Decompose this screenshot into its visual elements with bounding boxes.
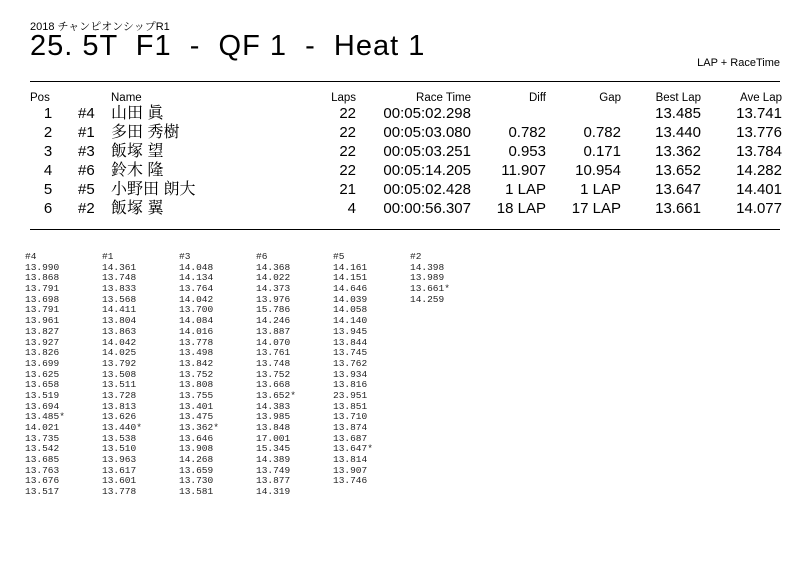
lap-time: 13.748 [256, 357, 291, 369]
cell-pos: 6 [43, 200, 53, 217]
lap-time: 13.581 [179, 486, 214, 498]
lap-time: 13.568 [102, 293, 137, 305]
lap-column [25, 252, 102, 498]
col-race-time: Race Time [416, 92, 471, 104]
lap-time: 14.361 [102, 261, 137, 273]
lap-time: 13.659 [179, 464, 214, 476]
heat-title: 25. 5T F1 - QF 1 - Heat 1 [30, 30, 426, 62]
lap-time: 13.990 [25, 261, 60, 273]
cell-pos: 3 [43, 143, 53, 160]
cell-ave-lap: 14.401 [736, 181, 782, 198]
lap-time: 13.626 [102, 411, 137, 423]
lap-time: 13.508 [102, 368, 137, 380]
cell-ave-lap: 13.741 [736, 105, 782, 122]
lap-time: 13.652* [256, 389, 296, 401]
lap-time: 14.070 [256, 336, 291, 348]
cell-driver-name: 多田 秀樹 [111, 124, 180, 141]
lap-time: 23.951 [333, 389, 368, 401]
lap-time: 14.259 [410, 293, 445, 305]
lap-time: 13.748 [102, 272, 137, 284]
col-best-lap: Best Lap [655, 92, 701, 104]
lap-time: 13.647* [333, 443, 373, 455]
lap-time: 13.646 [179, 432, 214, 444]
lap-time: 14.411 [102, 304, 137, 316]
lap-time: 13.519 [25, 389, 60, 401]
cell-ave-lap: 14.077 [736, 200, 782, 217]
cell-laps: 22 [339, 143, 356, 160]
lap-time: 13.745 [333, 347, 368, 359]
cell-laps: 22 [339, 105, 356, 122]
lap-time: 13.963 [102, 454, 137, 466]
cell-laps: 4 [347, 200, 356, 217]
lap-time: 14.058 [333, 304, 368, 316]
cell-driver-name: 山田 眞 [111, 105, 164, 122]
lap-time: 13.851 [333, 400, 368, 412]
lap-time: 13.816 [333, 379, 368, 391]
display-mode-label: LAP + RaceTime [697, 57, 780, 69]
result-row [30, 104, 782, 123]
cell-diff: 0.953 [508, 143, 546, 160]
cell-pos: 4 [43, 162, 53, 179]
cell-gap: 0.171 [583, 143, 621, 160]
lap-time: 14.140 [333, 315, 368, 327]
lap-time: 13.985 [256, 411, 291, 423]
lap-time: 13.511 [102, 379, 137, 391]
lap-time: 13.752 [256, 368, 291, 380]
cell-best-lap: 13.647 [655, 181, 701, 198]
col-laps: Laps [331, 92, 356, 104]
lap-time: 13.542 [25, 443, 60, 455]
lap-time: 13.755 [179, 389, 214, 401]
result-row [30, 199, 782, 218]
cell-car-number: #5 [78, 181, 95, 198]
lap-time: 14.042 [179, 293, 214, 305]
lap-time: 14.383 [256, 400, 291, 412]
result-row [30, 142, 782, 161]
lap-time: 13.791 [25, 304, 60, 316]
cell-laps: 22 [339, 162, 356, 179]
lap-time: 13.804 [102, 315, 137, 327]
lap-time: 14.246 [256, 315, 291, 327]
lap-time: 14.021 [25, 422, 60, 433]
cell-laps: 22 [339, 124, 356, 141]
col-name: Name [111, 92, 142, 104]
lap-time: 13.728 [102, 389, 137, 401]
lap-time: 14.025 [102, 347, 137, 359]
lap-time: 13.475 [179, 411, 214, 423]
lap-column-header: #4 [25, 251, 37, 262]
lap-time: 13.510 [102, 443, 137, 455]
cell-driver-name: 鈴木 隆 [111, 162, 164, 179]
cell-driver-name: 小野田 朗大 [111, 181, 196, 198]
lap-time: 14.398 [410, 261, 445, 273]
lap-time: 14.268 [179, 454, 214, 466]
cell-ave-lap: 13.784 [736, 143, 782, 160]
lap-time: 13.746 [333, 475, 368, 487]
lap-time: 13.617 [102, 464, 137, 476]
lap-times-grid [25, 252, 487, 498]
lap-time: 13.908 [179, 443, 214, 455]
lap-time: 13.517 [25, 486, 60, 498]
col-pos: Pos [30, 92, 50, 104]
lap-column [256, 252, 333, 498]
cell-car-number: #4 [78, 105, 95, 122]
results-header-row [30, 88, 782, 104]
lap-time: 13.848 [256, 422, 291, 433]
lap-time: 14.048 [179, 261, 214, 273]
lap-time: 13.735 [25, 432, 60, 444]
lap-time: 13.927 [25, 336, 60, 348]
lap-time: 13.762 [333, 357, 368, 369]
cell-race-time: 00:00:56.307 [383, 200, 471, 217]
lap-time: 13.874 [333, 422, 368, 433]
lap-column [333, 252, 410, 498]
cell-gap: 1 LAP [580, 181, 621, 198]
lap-time: 13.485* [25, 411, 65, 423]
cell-best-lap: 13.485 [655, 105, 701, 122]
lap-time: 13.676 [25, 475, 60, 487]
lap-time: 13.685 [25, 454, 60, 466]
lap-time: 14.042 [102, 336, 137, 348]
event-subtitle: 2018 チャンピオンシップR1 [30, 21, 170, 33]
lap-time: 13.791 [25, 283, 60, 295]
lap-time: 13.362* [179, 422, 219, 433]
lap-time: 13.625 [25, 368, 60, 380]
lap-time: 13.778 [102, 486, 137, 498]
lap-time: 14.161 [333, 261, 368, 273]
lap-time: 13.826 [25, 347, 60, 359]
cell-pos: 1 [43, 105, 53, 122]
lap-time: 13.658 [25, 379, 60, 391]
cell-ave-lap: 14.282 [736, 162, 782, 179]
result-row [30, 123, 782, 142]
cell-race-time: 00:05:02.298 [383, 105, 471, 122]
lap-column-header: #2 [410, 251, 422, 262]
cell-car-number: #1 [78, 124, 95, 141]
lap-time: 13.710 [333, 411, 368, 423]
cell-diff: 0.782 [508, 124, 546, 141]
lap-time: 13.813 [102, 400, 137, 412]
lap-time: 13.833 [102, 283, 137, 295]
lap-time: 13.694 [25, 400, 60, 412]
lap-time: 13.907 [333, 464, 368, 476]
cell-gap: 17 LAP [571, 200, 621, 217]
cell-best-lap: 13.661 [655, 200, 701, 217]
lap-time: 13.700 [179, 304, 214, 316]
cell-diff: 11.907 [501, 162, 546, 179]
lap-time: 14.084 [179, 315, 214, 327]
lap-time: 13.699 [25, 357, 60, 369]
cell-race-time: 00:05:14.205 [383, 162, 471, 179]
lap-column-header: #1 [102, 251, 114, 262]
lap-time: 14.022 [256, 272, 291, 284]
results-table [30, 88, 782, 218]
lap-time: 17.001 [256, 432, 291, 444]
lap-time: 13.934 [333, 368, 368, 380]
header-rule [30, 81, 780, 82]
lap-time: 13.877 [256, 475, 291, 487]
lap-time: 13.763 [25, 464, 60, 476]
lap-time: 13.842 [179, 357, 214, 369]
lap-time: 13.844 [333, 336, 368, 348]
lap-time: 13.752 [179, 368, 214, 380]
lap-time: 15.345 [256, 443, 291, 455]
lap-time: 14.389 [256, 454, 291, 466]
lap-time: 13.730 [179, 475, 214, 487]
cell-gap: 10.954 [575, 162, 621, 179]
col-diff: Diff [528, 92, 546, 104]
lap-time: 13.749 [256, 464, 291, 476]
lap-time: 13.538 [102, 432, 137, 444]
lap-time: 14.319 [256, 486, 291, 498]
lap-time: 13.814 [333, 454, 368, 466]
lap-time: 14.646 [333, 283, 368, 295]
cell-driver-name: 飯塚 望 [111, 143, 164, 160]
lap-time: 15.786 [256, 304, 291, 316]
lap-column [102, 252, 179, 498]
cell-ave-lap: 13.776 [736, 124, 782, 141]
cell-laps: 21 [339, 181, 356, 198]
lap-time: 13.401 [179, 400, 214, 412]
cell-diff [471, 104, 546, 123]
lap-time: 14.016 [179, 325, 214, 337]
cell-driver-name: 飯塚 翼 [111, 200, 164, 217]
lap-time: 13.498 [179, 347, 214, 359]
cell-best-lap: 13.652 [655, 162, 701, 179]
cell-pos: 2 [43, 124, 53, 141]
results-rule [30, 229, 780, 230]
cell-diff: 1 LAP [505, 181, 546, 198]
lap-time: 14.151 [333, 272, 368, 284]
lap-time: 13.778 [179, 336, 214, 348]
col-gap: Gap [599, 92, 621, 104]
result-row [30, 161, 782, 180]
cell-race-time: 00:05:03.080 [383, 124, 471, 141]
lap-time: 13.868 [25, 272, 60, 284]
lap-column [410, 252, 487, 498]
col-ave-lap: Ave Lap [740, 92, 782, 104]
cell-gap: 0.782 [583, 124, 621, 141]
lap-time: 14.039 [333, 293, 368, 305]
result-row [30, 180, 782, 199]
lap-time: 13.761 [256, 347, 291, 359]
lap-time: 13.698 [25, 293, 60, 305]
lap-time: 13.961 [25, 315, 60, 327]
lap-time: 14.134 [179, 272, 214, 284]
cell-race-time: 00:05:03.251 [383, 143, 471, 160]
lap-column [179, 252, 256, 498]
lap-column-header: #3 [179, 251, 191, 262]
cell-gap [546, 104, 621, 123]
cell-car-number: #3 [78, 143, 95, 160]
lap-time: 13.863 [102, 325, 137, 337]
lap-time: 13.601 [102, 475, 137, 487]
lap-time: 13.764 [179, 283, 214, 295]
cell-car-number: #6 [78, 162, 95, 179]
lap-time: 13.808 [179, 379, 214, 391]
lap-column-header: #6 [256, 251, 268, 262]
lap-time: 13.668 [256, 379, 291, 391]
lap-time: 13.687 [333, 432, 368, 444]
cell-best-lap: 13.440 [655, 124, 701, 141]
cell-diff: 18 LAP [496, 200, 546, 217]
cell-pos: 5 [43, 181, 53, 198]
lap-time: 13.976 [256, 293, 291, 305]
lap-time: 13.661* [410, 283, 450, 295]
lap-time: 13.945 [333, 325, 368, 337]
lap-time: 13.792 [102, 357, 137, 369]
lap-time: 13.989 [410, 272, 445, 284]
lap-time: 13.887 [256, 325, 291, 337]
cell-car-number: #2 [78, 200, 95, 217]
lap-time: 14.373 [256, 283, 291, 295]
lap-time: 13.440* [102, 422, 142, 433]
cell-best-lap: 13.362 [655, 143, 701, 160]
lap-column-header: #5 [333, 251, 345, 262]
lap-time: 13.827 [25, 325, 60, 337]
lap-time: 14.368 [256, 261, 291, 273]
cell-race-time: 00:05:02.428 [383, 181, 471, 198]
